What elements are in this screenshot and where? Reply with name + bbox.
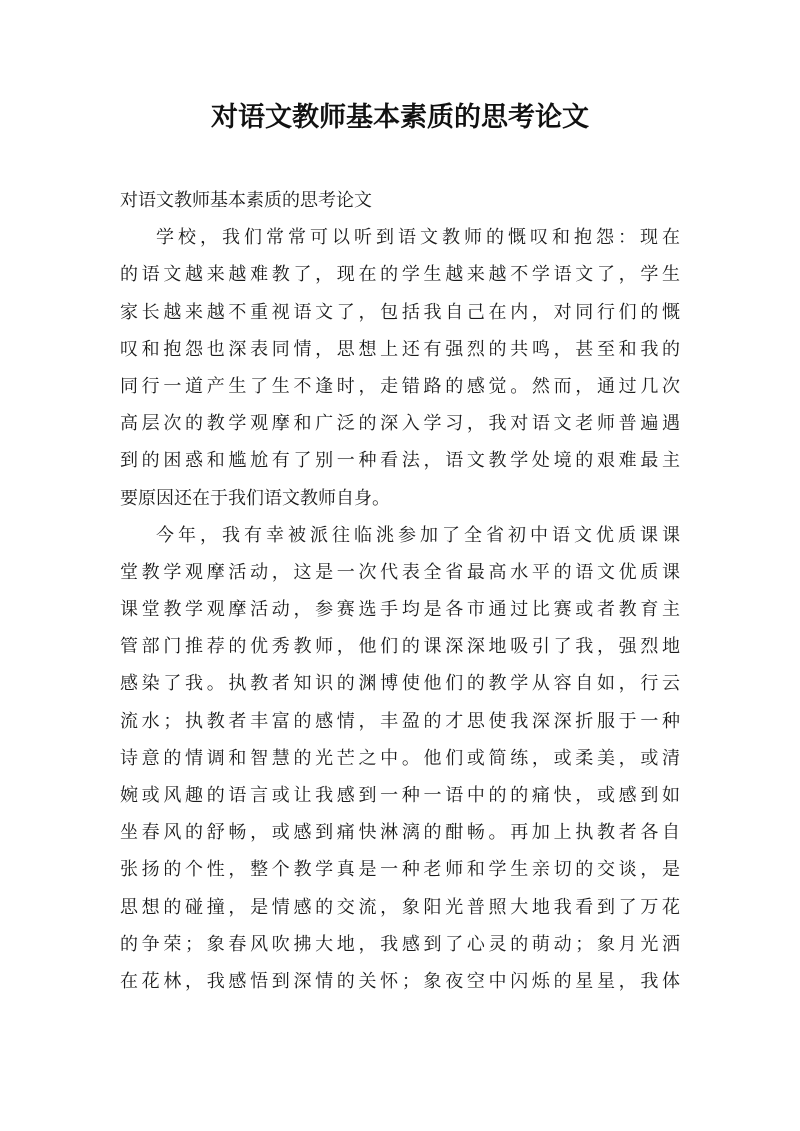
- paragraph-line: 的争荣；象春风吹拂大地，我感到了心灵的萌动；象月光洒: [120, 933, 680, 955]
- paragraph-line: 诗意的情调和智慧的光芒之中。他们或简练，或柔美，或清: [120, 747, 680, 769]
- paragraph-line: 思想的碰撞，是情感的交流，象阳光普照大地我看到了万花: [120, 896, 680, 918]
- paragraph-line: 课堂教学观摩活动，参赛选手均是各市通过比赛或者教育主: [120, 599, 680, 621]
- paragraph-line: 高层次的教学观摩和广泛的深入学习，我对语文老师普遍遇: [120, 413, 680, 435]
- paragraph-line: 叹和抱怨也深表同情，思想上还有强烈的共鸣，甚至和我的: [120, 338, 680, 360]
- document-body: [120, 182, 680, 1000]
- paragraph-line: 堂教学观摩活动，这是一次代表全省最高水平的语文优质课: [120, 561, 680, 583]
- paragraph-line: 今年，我有幸被派往临洮参加了全省初中语文优质课课: [156, 524, 680, 546]
- paragraph-line: 坐春风的舒畅，或感到痛快淋漓的酣畅。再加上执教者各自: [120, 822, 680, 844]
- paragraph-line: 张扬的个性，整个教学真是一种老师和学生亲切的交谈，是: [120, 859, 680, 881]
- document-title: 对语文教师基本素质的思考论文: [211, 102, 589, 133]
- paragraph-line: 家长越来越不重视语文了，包括我自己在内，对同行们的慨: [120, 301, 680, 323]
- paragraph-line: 学校，我们常常可以听到语文教师的慨叹和抱怨：现在: [156, 227, 680, 249]
- document-subtitle: 对语文教师基本素质的思考论文: [120, 190, 372, 211]
- paragraph-line: 感染了我。执教者知识的渊博使他们的教学从容自如，行云: [120, 673, 680, 695]
- paragraph-line: 在花林，我感悟到深情的关怀；象夜空中闪烁的星星，我体: [120, 970, 680, 992]
- paragraph-line: 婉或风趣的语言或让我感到一种一语中的的痛快，或感到如: [120, 785, 680, 806]
- paragraph-line: 管部门推荐的优秀教师，他们的课深深地吸引了我，强烈地: [120, 636, 680, 658]
- paragraph-line: 到的困惑和尴尬有了别一种看法，语文教学处境的艰难最主: [120, 450, 680, 472]
- paragraph-line: 流水；执教者丰富的感情，丰盈的才思使我深深折服于一种: [120, 710, 680, 732]
- paragraph-line: 的语文越来越难教了，现在的学生越来越不学语文了，学生: [120, 264, 680, 286]
- paragraph-line: 同行一道产生了生不逢时，走错路的感觉。然而，通过几次: [120, 375, 680, 397]
- paragraph-line: 要原因还在于我们语文教师自身。: [120, 487, 390, 509]
